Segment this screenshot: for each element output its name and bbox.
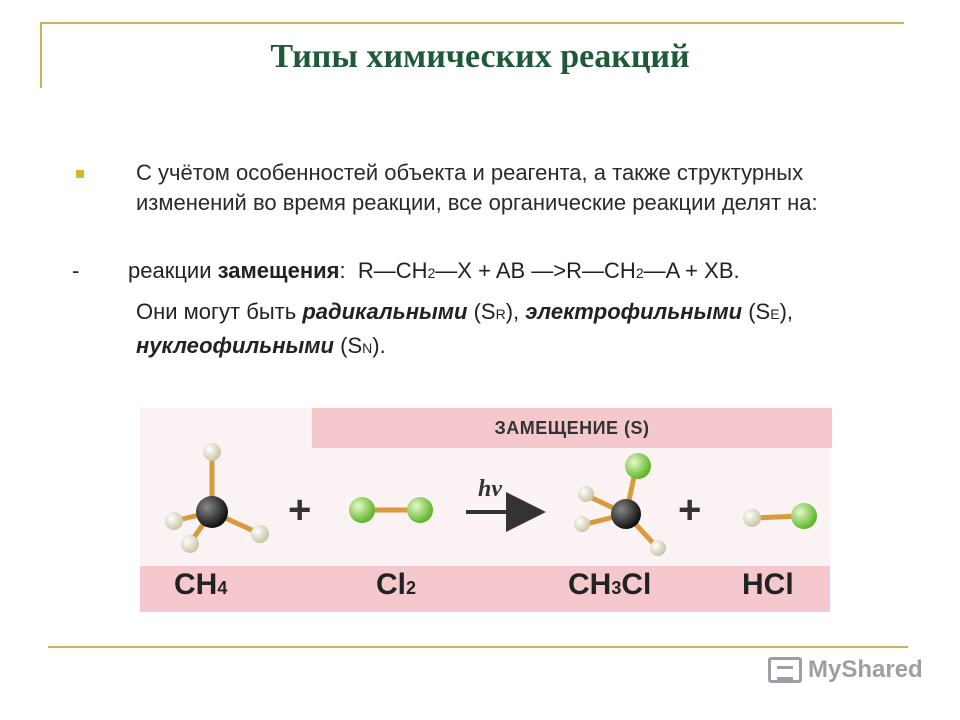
formula-cl2-sub: 2 [406,578,417,598]
n-code-close: ). [372,333,386,358]
radical-sub: R [495,306,506,322]
chloromethane-molecule [574,453,666,556]
methane-molecule [165,443,269,553]
type-nucleophilic: нуклеофильными [136,333,334,358]
type-electrophilic: электрофильными [525,299,743,324]
formula-ch3cl-tail: Cl [621,568,652,601]
formula-hcl-main: HCl [742,568,794,601]
substitution-prefix: реакции [128,258,218,283]
plus-sign-2: + [678,488,702,532]
formula-hcl [742,568,794,602]
formula-ch4-main: CH [174,568,218,601]
hydrogen-chloride-molecule [743,503,817,529]
watermark-logo[interactable] [768,656,923,684]
substitution-line [128,258,740,284]
plus-sign-1: + [288,488,312,532]
formula-ch4 [174,568,227,602]
n-code-open: (S [334,333,363,358]
substitution-colon: : [339,258,346,283]
frame-top-line [40,22,904,24]
equation-sub-1: 2 [427,265,436,281]
frame-bottom-line [48,646,908,648]
type-radical: радикальными [302,299,468,324]
radical-code-open: (S [467,299,496,324]
bullet-square-icon [76,170,84,178]
list-dash: - [72,258,80,283]
mechanism-types [136,296,916,364]
equation-part-2: —X + AB —>R—CH [435,258,636,283]
formula-ch3cl [568,568,651,602]
equation-sub-2: 2 [635,265,644,281]
light-label: hν [478,476,502,502]
formula-ch3cl-sub: 3 [611,578,622,598]
presentation-board-icon [768,657,802,683]
chlorine-molecule [349,497,433,523]
e-code-close: ), [779,299,794,324]
formula-cl2-main: Cl [376,568,406,601]
band-label-text: ЗАМЕЩЕНИЕ (S) [494,417,650,438]
formula-ch3cl-main: CH [568,568,612,601]
watermark-text: MyShared [808,656,923,683]
radical-code-close: ), [505,299,526,324]
equation-part-1: R—CH [357,258,428,283]
molecule-drawings [140,408,830,612]
formula-ch4-sub: 4 [217,578,228,598]
types-lead: Они могут быть [136,299,303,324]
intro-paragraph: С учётом особенностей объекта и реагента, а также структурных изменений во время реакции, все органические реакции делят на: [136,160,818,215]
e-code-open: (S [742,299,771,324]
n-sub: N [362,340,373,356]
slide-title: Типы химических реакций [270,38,690,75]
equation-part-3: —A + XB. [643,258,740,283]
formula-cl2 [376,568,416,602]
e-sub: E [770,306,780,322]
substitution-keyword: замещения [217,258,340,283]
substitution-illustration [140,408,830,612]
